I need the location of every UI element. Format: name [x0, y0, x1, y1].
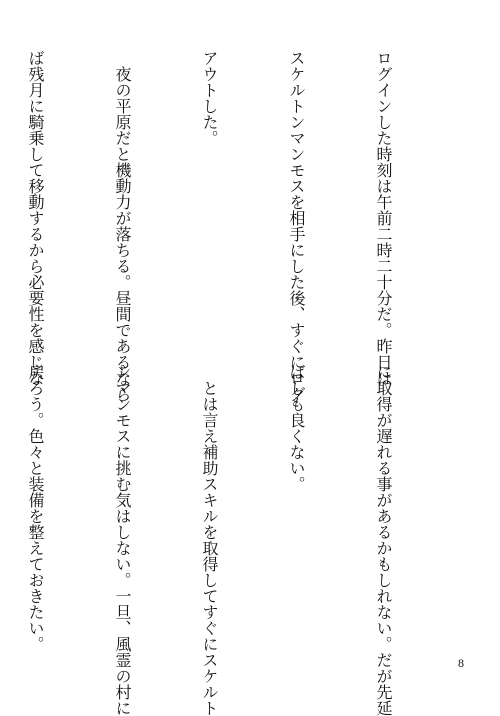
- lower-text-block: [0, 364, 456, 716]
- text-line: ンマンモスに挑む気はしない。一旦、風霊の村に: [113, 364, 132, 716]
- text-line: ば残月に騎乗して移動するから必要性を感じな: [26, 50, 45, 386]
- text-line: スケルトンマンモスを相手にした後、すぐにログ: [287, 50, 306, 402]
- text-line: ログインした時刻は午前二時二十分だ。昨日は: [374, 50, 393, 386]
- text-line: 夜の平原だと機動力が落ちる。昼間であるなら: [113, 50, 132, 402]
- text-line: ばしも良くない。: [287, 364, 306, 492]
- text-line: 戻ろう。色々と装備を整えておきたい。: [26, 364, 45, 652]
- text-line: に取得が遅れる事があるかもしれない。だが先延: [374, 364, 393, 716]
- page-number: 8: [458, 656, 464, 670]
- text-line: アウトした。: [200, 50, 219, 146]
- upper-text-block: [0, 50, 456, 402]
- text-line: とは言え補助スキルを取得してすぐにスケルト: [200, 364, 219, 716]
